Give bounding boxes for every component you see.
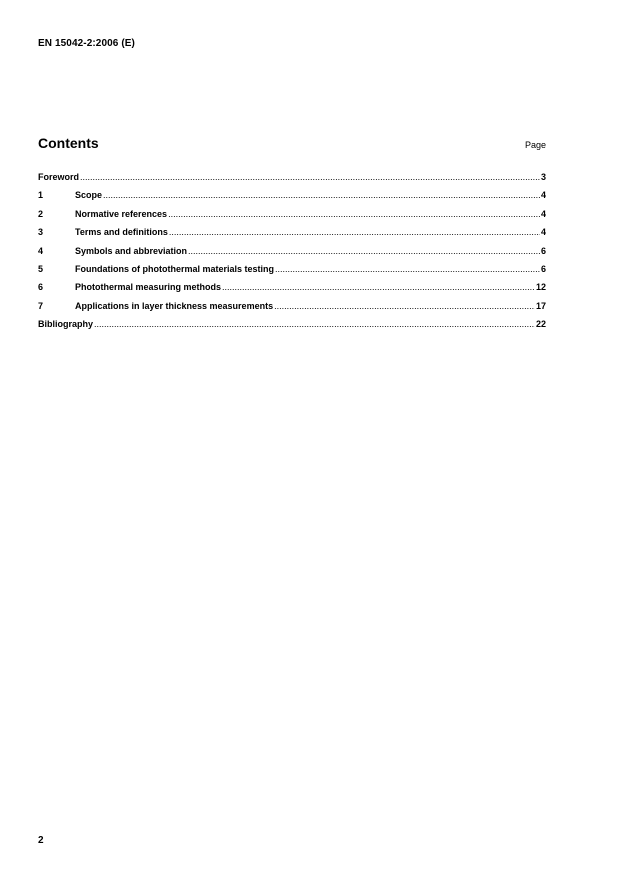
toc-leader-dots bbox=[274, 301, 535, 311]
toc-entry-terms-and-definitions[interactable] bbox=[38, 227, 546, 245]
document-id: EN 15042-2:2006 (E) bbox=[38, 38, 135, 49]
toc-entry-page: 4 bbox=[540, 208, 546, 219]
toc-entry-symbols-and-abbreviation[interactable] bbox=[38, 246, 546, 264]
toc-entry-foreword[interactable] bbox=[38, 172, 546, 190]
toc-leader-dots bbox=[103, 190, 540, 200]
toc-entry-page: 4 bbox=[540, 190, 546, 201]
toc-leader-dots bbox=[275, 264, 540, 274]
toc-entry-page: 6 bbox=[540, 263, 546, 274]
toc-leader-dots bbox=[188, 246, 540, 256]
contents-heading: Contents bbox=[38, 135, 99, 151]
toc-leader-dots bbox=[169, 227, 540, 237]
toc-entry-page: 12 bbox=[535, 282, 546, 293]
toc-leader-dots bbox=[222, 282, 535, 292]
toc-entry-page: 4 bbox=[540, 227, 546, 238]
toc-entry-title: Terms and definitions bbox=[75, 227, 168, 238]
toc-entry-title: Normative references bbox=[75, 208, 168, 219]
toc-entry-number: 1 bbox=[38, 190, 44, 201]
toc-entry-page: 6 bbox=[540, 245, 546, 256]
page-column-label: Page bbox=[524, 140, 546, 150]
toc-leader-dots bbox=[168, 209, 540, 219]
toc-entry-measuring-methods[interactable] bbox=[38, 282, 546, 300]
toc-entry-title: Bibliography bbox=[38, 319, 94, 330]
toc-entry-title: Photothermal measuring methods bbox=[75, 282, 222, 293]
toc-entry-title: Scope bbox=[75, 190, 103, 201]
toc-entry-title: Foreword bbox=[38, 172, 80, 182]
toc-entry-number: 4 bbox=[38, 245, 44, 256]
toc-entry-page: 22 bbox=[535, 319, 546, 330]
toc-entry-number: 3 bbox=[38, 227, 44, 238]
toc-entry-number: 2 bbox=[38, 208, 44, 219]
toc-entry-title: Symbols and abbreviation bbox=[75, 245, 188, 256]
toc-entry-title: Foundations of photothermal materials testing bbox=[75, 263, 275, 274]
toc-entry-page: 3 bbox=[540, 172, 546, 182]
table-of-contents bbox=[38, 172, 546, 338]
toc-entry-title: Applications in layer thickness measurements bbox=[75, 300, 274, 311]
page-number: 2 bbox=[38, 835, 44, 846]
toc-entry-page: 17 bbox=[535, 300, 546, 311]
toc-entry-number: 6 bbox=[38, 282, 44, 293]
toc-entry-normative-references[interactable] bbox=[38, 209, 546, 227]
toc-leader-dots bbox=[94, 319, 535, 329]
toc-entry-scope[interactable] bbox=[38, 190, 546, 208]
toc-entry-applications[interactable] bbox=[38, 301, 546, 319]
toc-leader-dots bbox=[80, 172, 540, 182]
toc-entry-bibliography[interactable] bbox=[38, 319, 546, 337]
toc-entry-number: 7 bbox=[38, 300, 44, 311]
toc-entry-number: 5 bbox=[38, 263, 44, 274]
toc-entry-foundations[interactable] bbox=[38, 264, 546, 282]
